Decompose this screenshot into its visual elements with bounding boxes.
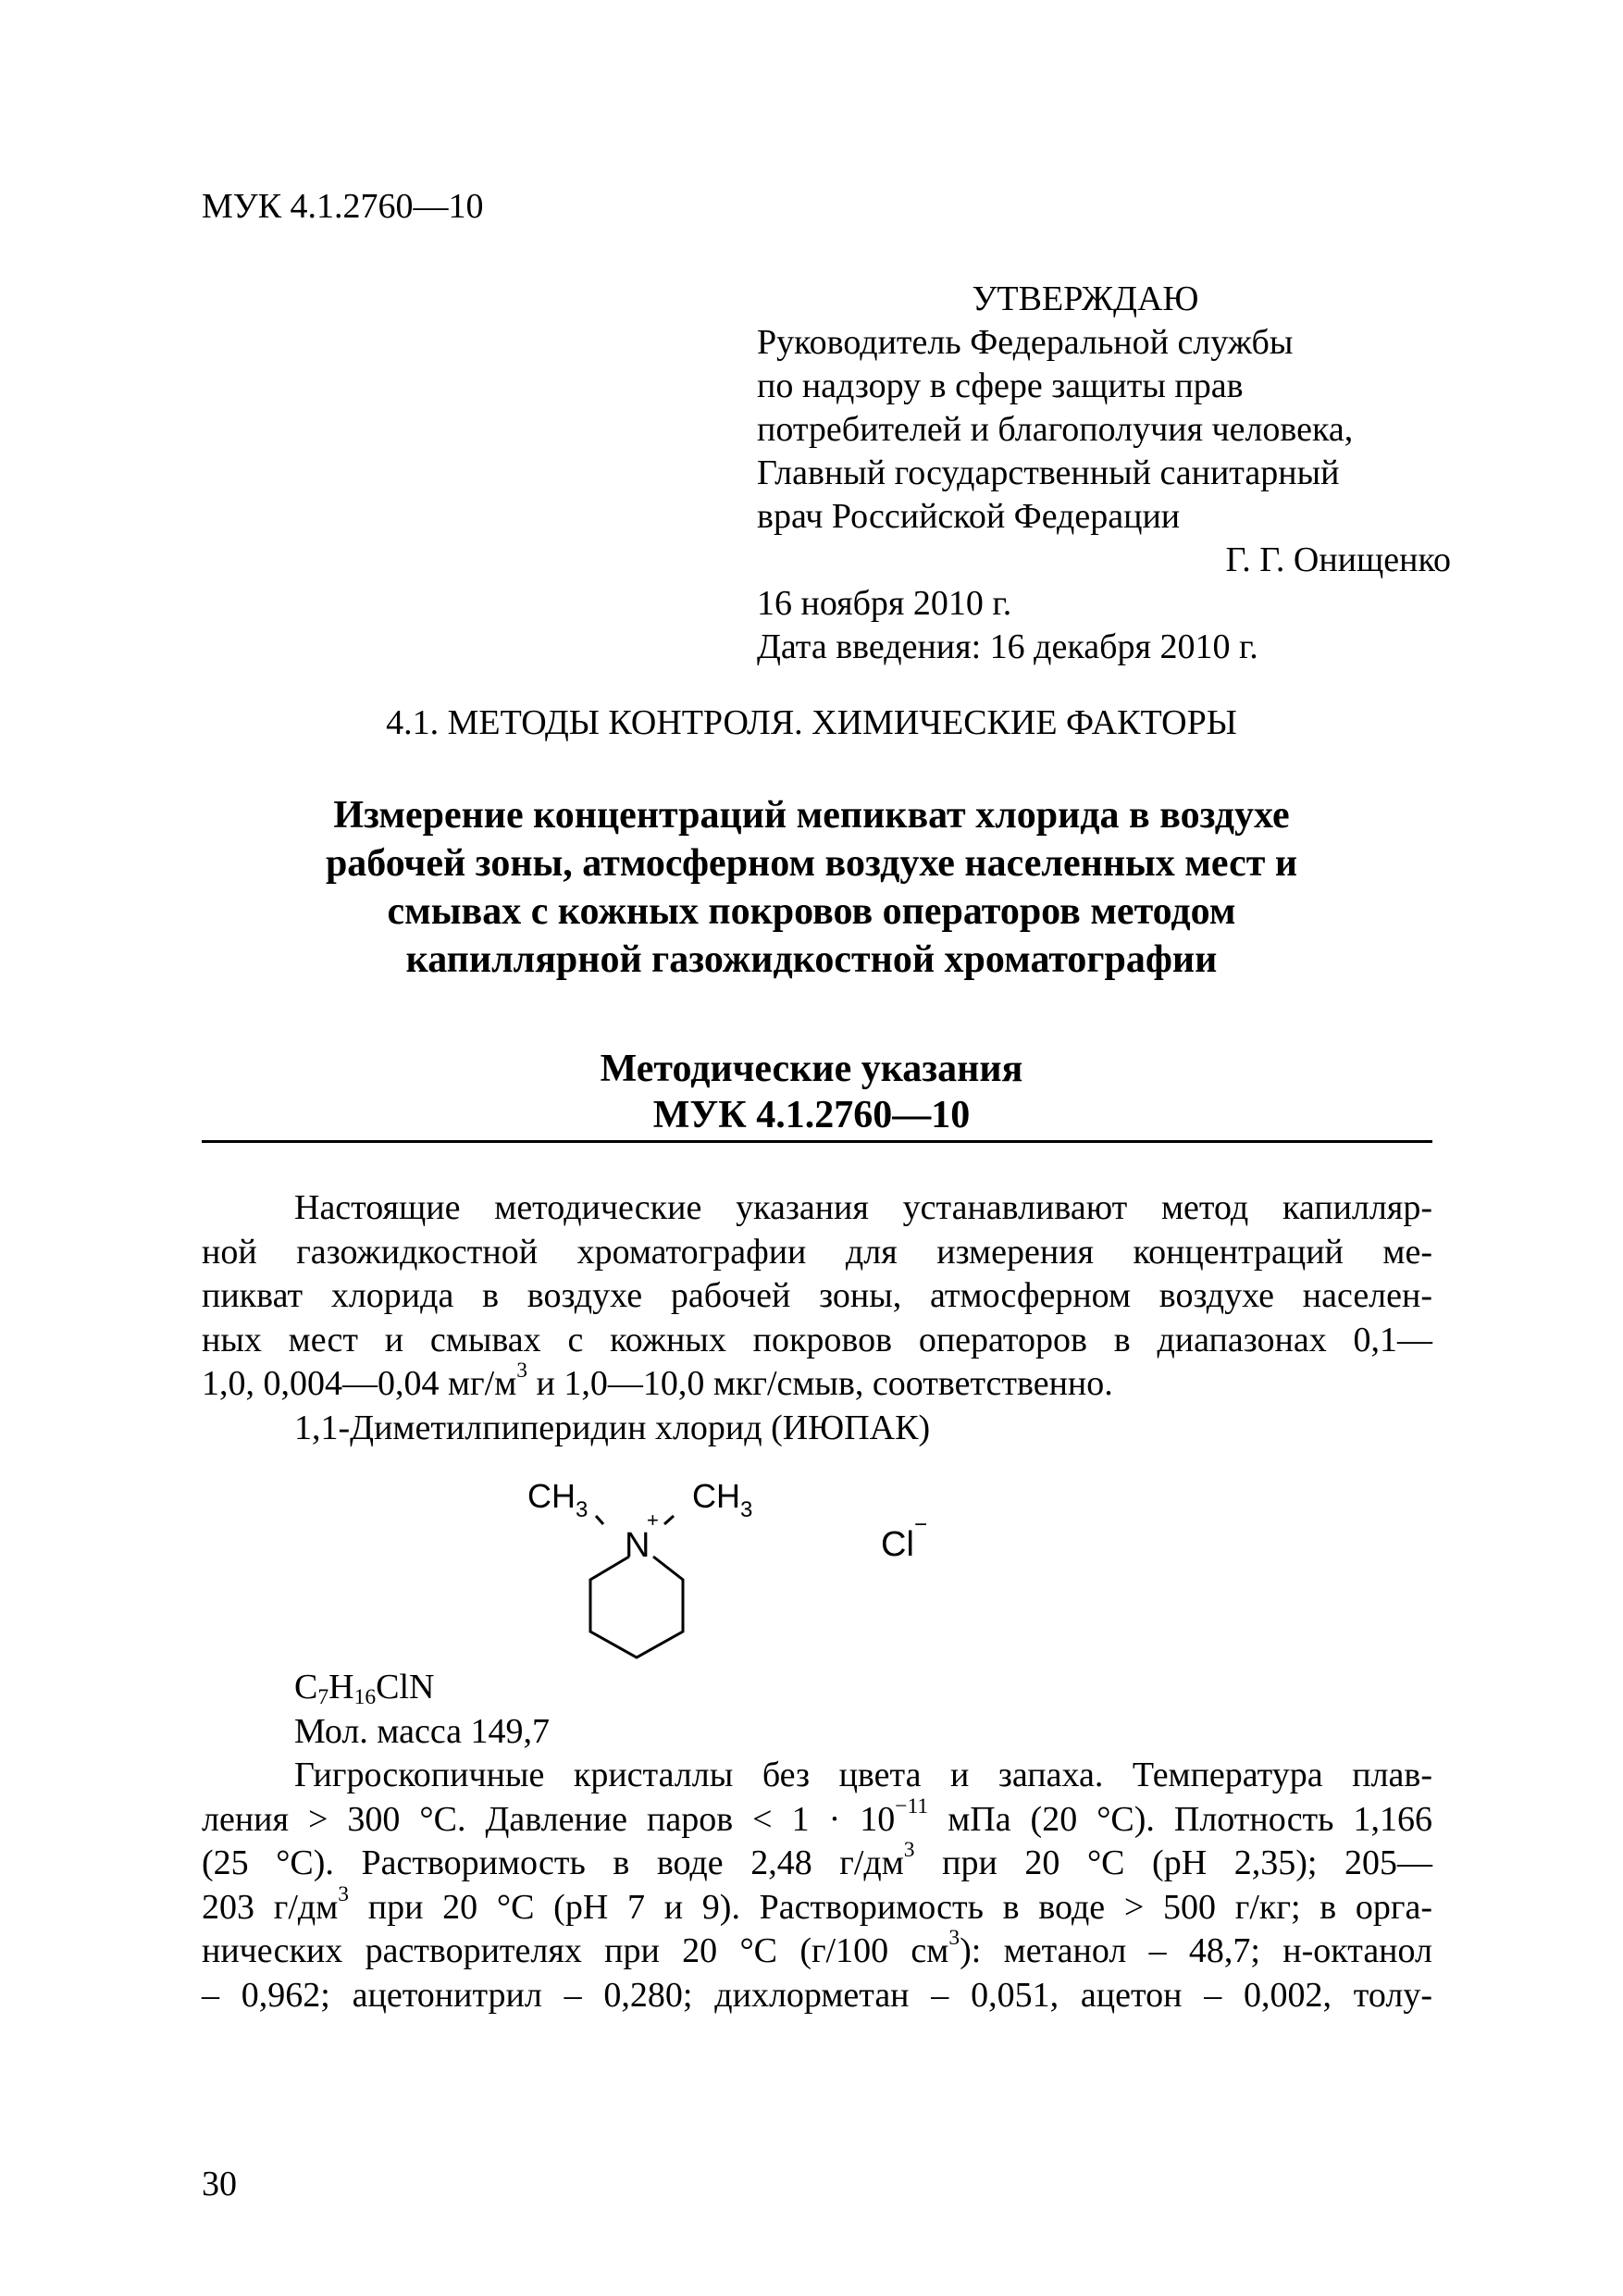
nitrogen-atom: N xyxy=(625,1526,650,1565)
properties-row: нических растворителях при 20 °С (г/100 $см^3$): метанол – 48,7; н-октанол xyxy=(202,1926,1432,1970)
negative-charge: − xyxy=(914,1512,928,1537)
section-title: 4.1. МЕТОДЫ КОНТРОЛЯ. ХИМИЧЕСКИЕ ФАКТОРЫ xyxy=(386,703,1237,742)
header-document-code: МУК 4.1.2760—10 xyxy=(202,187,484,226)
approval-line: по надзору в сфере защиты прав xyxy=(757,366,1244,405)
intro-row: Настоящие методические указания устанавливают метод капилляр- xyxy=(294,1188,1432,1227)
document-title xyxy=(185,791,1438,984)
page-number: 30 xyxy=(202,2165,237,2203)
properties-row: Гигроскопичные кристаллы без цвета и запаха. Температура плав- xyxy=(294,1756,1432,1794)
chloride-ion: Cl xyxy=(881,1525,914,1564)
iupac-name: 1,1-Диметилпиперидин хлорид (ИЮПАК) xyxy=(294,1408,931,1447)
title-line: Измерение концентраций мепикват хлорида в воздухе xyxy=(333,794,1290,837)
title-divider xyxy=(202,1140,1432,1143)
intro-row: пикват хлорида в воздухе рабочей зоны, атмосферном воздухе населен- xyxy=(202,1276,1432,1315)
title-line: рабочей зоны, атмосферном воздухе населенных мест и xyxy=(325,842,1298,885)
subtitle-type: Методические указания xyxy=(600,1048,1023,1090)
approval-signatory: Г. Г. Онищенко xyxy=(1225,540,1451,579)
subtitle-code: МУК 4.1.2760—10 xyxy=(652,1094,971,1136)
approval-heading: УТВЕРЖДАЮ xyxy=(972,279,1199,318)
molecular-formula: $C_7H_{16}ClN$ xyxy=(294,1668,435,1709)
approval-line: потребителей и благополучия человека, xyxy=(757,410,1354,449)
structural-formula xyxy=(518,1467,944,1680)
title-line: капиллярной газожидкостной хроматографии xyxy=(405,938,1218,981)
properties-row: (25 °С). Растворимость в воде 2,48 $г/дм^3$ при 20 °С (рН 2,35); 205— xyxy=(202,1838,1432,1882)
intro-row: ной газожидкостной хроматографии для измерения концентраций ме- xyxy=(202,1232,1432,1272)
methyl-left: $CH_3$ xyxy=(527,1477,588,1522)
intro-row: ных мест и смывах с кожных покровов операторов в диапазонах 0,1— xyxy=(202,1320,1432,1359)
approval-block xyxy=(757,278,1451,669)
approval-line: врач Российской Федерации xyxy=(757,497,1181,536)
document-subtitle xyxy=(185,1046,1438,1138)
introduction-date: Дата введения: 16 декабря 2010 г. xyxy=(757,627,1258,666)
approval-line: Руководитель Федеральной службы xyxy=(757,323,1294,362)
formula-block xyxy=(202,1666,1432,2017)
approval-date: 16 ноября 2010 г. xyxy=(757,584,1012,623)
properties-row: – 0,962; ацетонитрил – 0,280; дихлорметан – 0,051, ацетон – 0,002, толу- xyxy=(202,1975,1432,2015)
methyl-right: $CH_3$ xyxy=(692,1477,753,1522)
positive-charge: + xyxy=(647,1508,659,1532)
properties-row: ления > 300 °С. Давление паров < $1 \cdot 10^{-11}$ мПа (20 °С). Плотность 1,166 xyxy=(202,1793,1432,1839)
intro-paragraph xyxy=(202,1186,1432,1450)
title-line: смывах с кожных покровов операторов методом xyxy=(387,890,1236,933)
intro-row: 1,0, 0,004—0,04 $мг/м^3$ и 1,0—10,0 мкг/смыв, соответственно. xyxy=(202,1359,1113,1403)
molecular-mass: Мол. масса 149,7 xyxy=(294,1711,551,1751)
approval-line: Главный государственный санитарный xyxy=(757,453,1340,492)
properties-row: 203 $г/дм^3$ при 20 °С (рН 7 и 9). Растворимость в воде > 500 г/кг; в орга- xyxy=(202,1881,1433,1927)
